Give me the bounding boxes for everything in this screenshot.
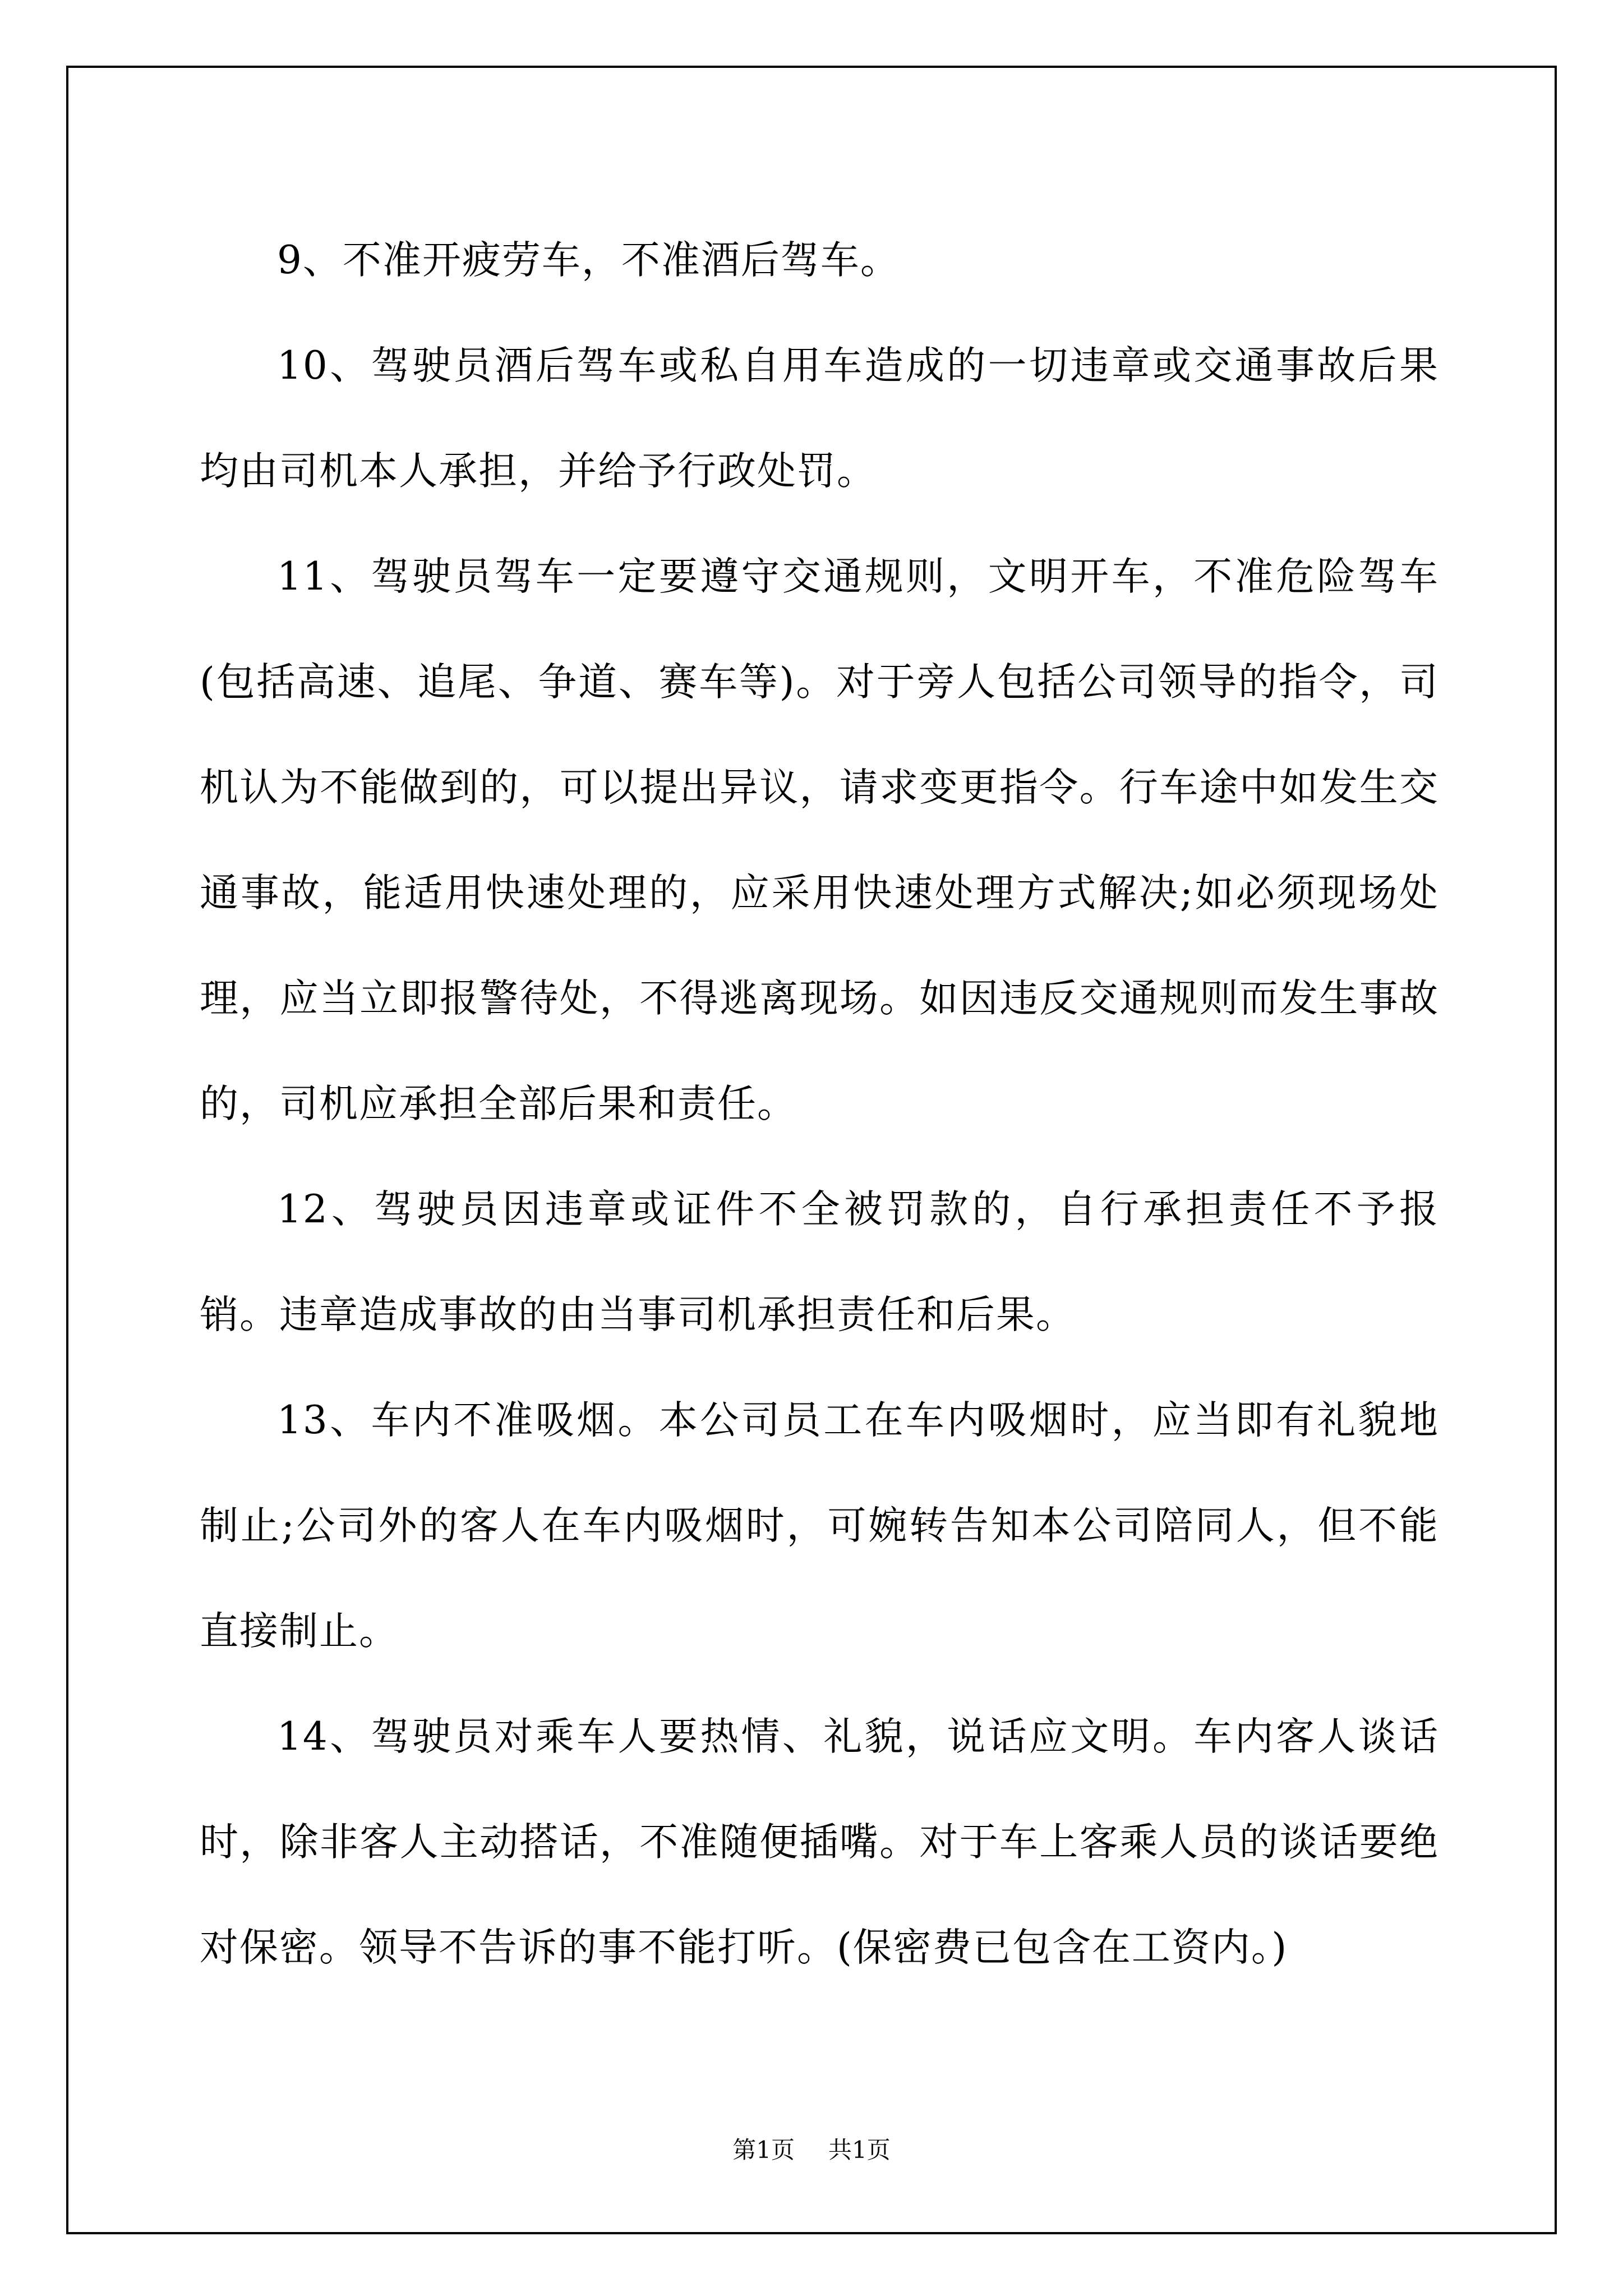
paragraph-10: 10、驾驶员酒后驾车或私自用车造成的一切违章或交通事故后果均由司机本人承担，并给予行政处罚。 [200, 343, 1439, 494]
paragraph-13: 13、车内不准吸烟。本公司员工在车内吸烟时，应当即有礼貌地制止;公司外的客人在车内吸烟时，可婉转告知本公司陪同人，但不能直接制止。 [200, 1398, 1439, 1654]
paragraph-11: 11、驾驶员驾车一定要遵守交通规则，文明开车，不准危险驾车(包括高速、追尾、争道、赛车等)。对于旁人包括公司领导的指令，司机认为不能做到的，可以提出异议，请求变更指令。行车途中如发生交通事故，能适用快速处理的，应采用快速处理方式解决;如必须现场处理，应当立即报警待处，不得逃离现场。如因违反交通规则而发生事故的，司机应承担全部后果和责任。 [200, 554, 1439, 1126]
page-number-total: 共1页 [828, 2136, 891, 2164]
document-body [200, 208, 1439, 2000]
paragraph-14: 14、驾驶员对乘车人要热情、礼貌，说话应文明。车内客人谈话时，除非客人主动搭话，不准随便插嘴。对于车上客乘人员的谈话要绝对保密。领导不告诉的事不能打听。(保密费已包含在工资内。) [200, 1714, 1439, 1970]
paragraph-12: 12、驾驶员因违章或证件不全被罚款的，自行承担责任不予报销。违章造成事故的由当事司机承担责任和后果。 [200, 1187, 1439, 1337]
paragraph-9: 9、不准开疲劳车，不准酒后驾车。 [277, 238, 900, 283]
page-footer [0, 2132, 1623, 2165]
page-number-current: 第1页 [732, 2136, 795, 2164]
